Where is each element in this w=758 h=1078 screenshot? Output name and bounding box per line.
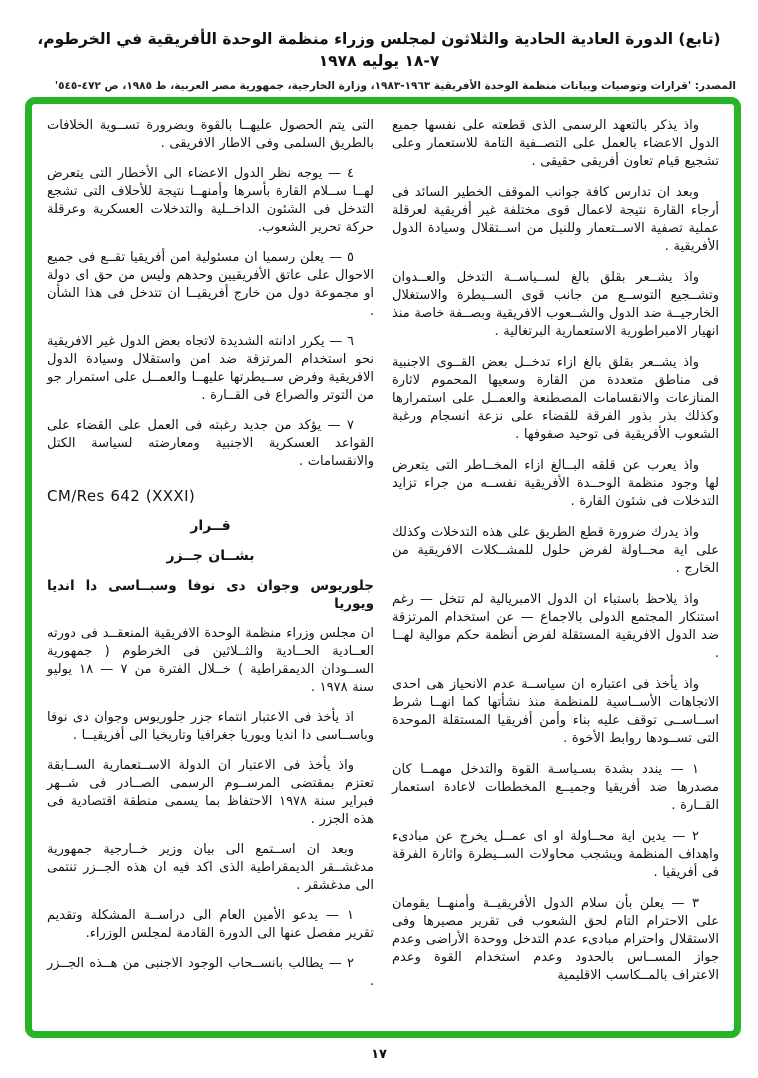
paragraph: ١ — يندد بشدة بسـياسـة القوة والتدخل مهمــا كان مصدرها ضد أفريقيا وجميــع المخططات لاعادة استعمار القــارة . [392,762,719,813]
paragraph: ٧ — يؤكد من جديد رغبته فى العمل على القضاء على القواعد العسكرية الاجنبية ومعارضته لسياسة الكتل والانقسامات . [47,418,374,469]
paragraph: واذ يلاحظ باستياء ان الدول الامبريالية لم تتخل — رغم استنكار المجتمع الدولى بالاجماع — عن استخدام المرتزقة ضد الدول الافريقية المستقلة لفرض أنظمة حكم موالية لهــا . [392,592,719,661]
paragraph: واذ يعرب عن قلقه البــالغ ازاء المخــاطر التى يتعرض لها وجود منظمة الوحــدة الأفريقية نفســه من جراء تزايد التدخلات فى شئون القارة . [392,458,719,509]
paragraph: وبعد ان اســتمع الى بيان وزير خــارجية جمهورية مدغشــقر الديمقراطية الذى اكد فيه ان هذه الجــزر تنتمى الى مدغشقر . [47,842,374,893]
paragraph: اذ يأخذ فى الاعتبار انتماء جزر جلوريوس وجوان دى نوفا وباســاسى دا انديا ويوريا جغرافيا وتاريخيا الى أفريقيــا . [47,710,374,743]
page-header-source: المصدر: 'قرارات وتوصيات وبيانات منظمة الوحدة الأفريقية ١٩٦٣-١٩٨٣، وزارة الخارجية، جمهورية مصر العربية، ط ١٩٨٥، ص ٤٧٢-٥٤٥' [54,80,736,92]
paragraph: واذ يأخذ فى الاعتبار ان الدولة الاســتعمارية الســابقة تعتزم بمقتضى المرســوم الرسمى الصــادر فى شــهر فبراير سنة ١٩٧٨ الاحتفاظ بما يسمى منطقة اقتصادية فى هذه الجزر . [47,758,374,827]
paragraph: واذ يأخذ فى اعتباره ان سياســة عدم الانحياز هى احدى الاتجاهات الأســاسية للمنظمة منذ نشأتها كما انهــا شرط اســاســى توقف عليه بناء وأمن أفريقيا المستقلة الموحدة التى تســودها روابط الأخوة . [392,677,719,746]
paragraph: قــرار [190,518,231,534]
paragraph: واذ يشــعر بقلق بالغ ازاء تدخــل بعض القــوى الاجنبية فى مناطق متعددة من القارة وسعيها المحموم لاثارة المنازعات والانقسامات المصطنعة والعمــل على استمرارها وكذلك بذر بذور الفرقة للقضاء على نزعة انسجام ورغبة الشعوب الأفريقية فى توحيد صفوفها . [392,355,719,442]
paragraph: جلوريوس وجوان دى نوفا وسبــاسى دا انديا ويوريا [47,578,374,612]
column-right [392,117,719,1018]
paragraph: ٢ — يطالب بانســحاب الوجود الاجنبى من هــذه الجــزر . [47,956,374,989]
paragraph: التى يتم الحصول عليهــا بالقوة وبضرورة تســوية الخلافات بالطريق السلمى وفى الاطار الافريقى . [47,118,374,151]
paragraph: واذ يشــعر بقلق بالغ لســياســة التدخل والعــدوان وتشــجيع التوســع من جانب قوى الســيطرة والاستغلال الخارجيــة ضد الدول والشــعوب الافريقية وبصــفة خاصة منذ انهيار الامبراطورية الاستعمارية البرتغالية . [392,270,719,339]
page-header [22,28,736,93]
paragraph: ٢ — يدين اية محــاولة او اى عمــل يخرج عن مبادىء واهداف المنظمة ويشجب محاولات الســيطرة واثارة الفرقة فى أفريقيا . [392,829,719,880]
paragraph: ٤ — يوجه نظر الدول الاعضاء الى الأخطار التى يتعرض لهــا ســلام القارة بأسرها وأمنهــا نتيجة للأحلاف التى تشجع التدخل فى الشئون الداخــلية والتدخلات العسكرية وعرقلة حركة تحرير الشعوب. [47,166,374,235]
paragraph: بشــان جــزر [166,548,255,564]
page-header-title: (تابع) الدورة العادية الحادية والثلاثون لمجلس وزراء منظمة الوحدة الأفريقية في الخرطوم، ٧-١٨ يوليه ١٩٧٨ [37,30,721,70]
paragraph: واذ يذكر بالتعهد الرسمى الذى قطعته على نفسها جميع الدول الاعضاء بالعمل على التصــفية التامة للاستعمار وعلى تشجيع قيام تعاون أفريقى حقيقى . [392,118,719,169]
paragraph: ٣ — يعلن بأن سلام الدول الأفريقيــة وأمنهــا يقومان على الاحترام التام لحق الشعوب فى تقرير مصيرها وفى الاستقلال واحترام مبادىء عدم التدخل ووحدة الأراضى وعدم جواز المســاس بالحدود وعدم استخدام القوة وعدم الاعتراف بالمــكاسب الاقليمية [392,896,719,983]
paragraph: CM/Res 642 (XXXI) [47,487,196,505]
paragraph: ٥ — يعلن رسميا ان مسئولية امن أفريقيا تقــع فى جميع الاحوال على عاتق الأفريقيين وحدهم وليس من حق اى دولة او مجموعة دول من خارج أفريقيــا ان تتدخل فى هذا الشأن . [47,250,374,319]
paragraph: ٦ — يكرر ادانته الشديدة لاتجاه بعض الدول غير الافريقية نحو استخدام المرتزقة ضد امن واستقلال وسيادة الدول الافريقية وفرض ســيطرتها عليهــا والعمــل على استمرار جو من التوتر والصراع فى القــارة . [47,334,374,403]
paragraph: ١ — يدعو الأمين العام الى دراســة المشكلة وتقديم تقرير مفصل عنها الى الدورة القادمة لمجلس الوزراء. [47,908,374,941]
page-number: ١٧ [371,1047,387,1062]
paragraph: واذ يدرك ضرورة قطع الطريق على هذه التدخلات وكذلك على اية محــاولة لفرض حلول للمشــكلات الافريقية من الخارج . [392,525,719,576]
paragraph: وبعد ان تدارس كافة جوانب الموقف الخطير السائد فى أرجاء القارة نتيجة لاعمال قوى مختلفة غير أفريقية لعرقلة عملية تصفية الاســتعمار وللنيل من اســتقلال وسيادة الدول الأفريقية . [392,185,719,254]
column-left [47,117,374,1018]
content-frame [25,97,741,1038]
paragraph: ان مجلس وزراء منظمة الوحدة الافريقية المنعقــد فى دورته العــادية الحــادية والثــلاثين فى الخرطوم ( جمهورية الســودان الديمقراطية ) خــلال الفترة من ٧ — ١٨ يوليو سنة ١٩٧٨ . [47,626,374,695]
